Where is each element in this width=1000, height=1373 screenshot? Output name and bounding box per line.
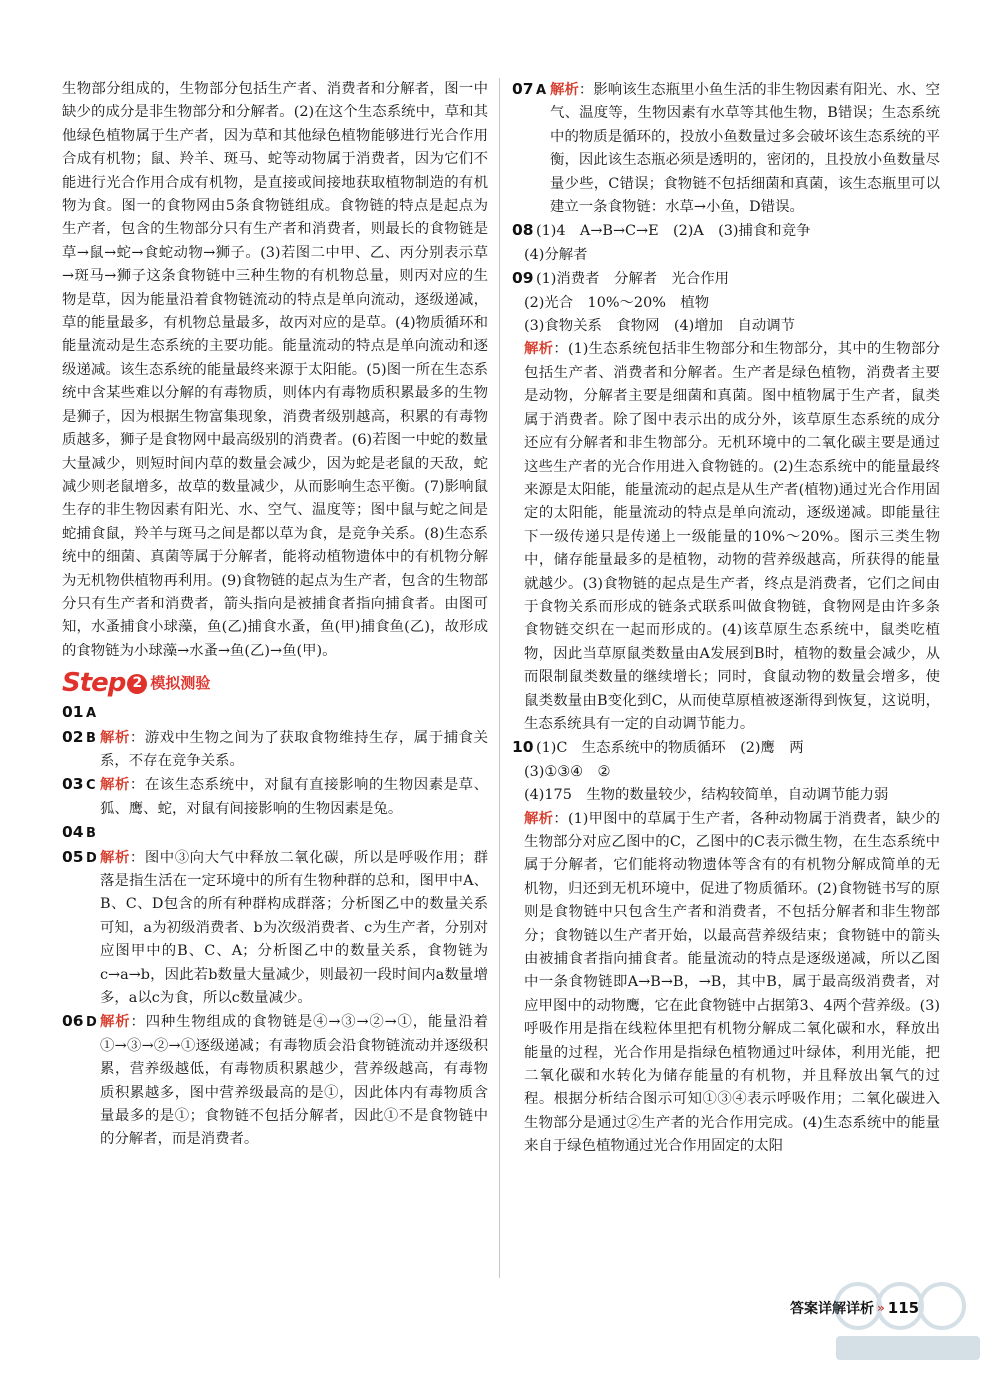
item-answer-line: (2)光合 10%～20% 植物 — [524, 294, 710, 311]
jiexi-label: 解析 — [100, 777, 130, 794]
item-explanation — [100, 774, 488, 821]
colon: ： — [578, 82, 594, 98]
colon: ： — [553, 810, 568, 827]
item-number: 02 — [62, 727, 84, 746]
explanation-text: 游戏中生物之间为了获取食物维持生存，属于捕食关系，不存在竞争关系。 — [100, 729, 488, 769]
double-chevron-icon: » — [877, 1301, 885, 1315]
step-word: Step — [62, 668, 126, 699]
item-explanation — [512, 808, 940, 1159]
answer-item-10 — [512, 736, 940, 760]
item-explanation — [512, 338, 940, 736]
item-explanation — [100, 1011, 488, 1151]
item-number: 07 — [512, 80, 534, 98]
colon: ： — [129, 849, 145, 866]
item-answer: C — [86, 778, 96, 794]
item-explanation — [100, 727, 488, 774]
item-answer: D — [86, 1015, 97, 1031]
item-number: 03 — [62, 775, 84, 794]
right-column — [512, 78, 940, 1159]
item-number: 04 — [62, 823, 84, 842]
answer-item-06 — [62, 1010, 488, 1151]
item-number: 08 — [512, 221, 534, 240]
item-number: 09 — [512, 269, 534, 288]
item-answer: D — [86, 850, 97, 866]
colon: ： — [130, 1014, 146, 1031]
item-answer-line: (4)175 生物的数量较少，结构较简单，自动调节能力弱 — [524, 787, 889, 804]
item-answer-line: (3)食物关系 食物网 (4)增加 自动调节 — [524, 318, 796, 335]
jiexi-label: 解析 — [524, 341, 554, 358]
q-continuation-text: 生物部分组成的，生物部分包括生产者、消费者和分解者，图一中缺少的成分是非生物部分和分解者。(2)在这个生态系统中，草和其他绿色植物属于生产者，因为草和其他绿色植物能够进行光合作用合成有机物；鼠、羚羊、斑马、蛇等动物属于消费者，因为它们不能进行光合作用合成有机物，是直接或间接地获取植物制造的有机物为食。图一的食物网由5条食物链组成。食物链的特点是起点为生产者，包含的生物部分只有生产者和消费者，则最长的食物链是草→鼠→蛇→食蛇动物→狮子。(3)若图二中甲、乙、丙分别表示草→斑马→狮子这条食物链中三种生物的有机物总量，则丙对应的生物是草，因为能量沿着食物链流动的特点是单向流动，逐级递减，草的能量最多，有机物总量最多，故丙对应的是草。(4)物质循环和能量流动是生态系统的主要功能。能量流动的特点是单向流动和逐级递减。该生态系统的能量最终来源于太阳能。(5)图一所在生态系统中含某些难以分解的有毒物质，则体内有毒物质积累最多的生物是狮子，因为根据生物富集现象，消费者级别越高，积累的有毒物质越多，狮子是食物网中最高级别的消费者。(6)若图一中蛇的数量大量减少，则短时间内草的数量会减少，因为蛇是老鼠的天敌，蛇减少则老鼠增多，故草的数量减少，从而影响生态平衡。(7)影响鼠生存的非生物因素有阳光、水、空气、温度等；图中鼠与蛇之间是蛇捕食鼠，羚羊与斑马之间是都以草为食，是竞争关系。(8)生态系统中的细菌、真菌等属于分解者，能将动植物遗体中的有机物分解为无机物供植物再利用。(9)食物链的起点为生产者，包含的生物部分只有生产者和消费者，箭头指向是被捕食者指向捕食者。由图可知，水蚤捕食小球藻，鱼(乙)捕食水蚤，鱼(甲)捕食鱼(乙)，故形成的食物链为小球藻→水蚤→鱼(乙)→鱼(甲)。 — [62, 81, 488, 659]
answer-item-07 — [512, 78, 940, 219]
colon: ： — [129, 777, 145, 794]
answer-item-02 — [62, 726, 488, 774]
footer-label: 答案详解详析 — [790, 1301, 874, 1317]
step-name: 模拟测验 — [150, 674, 211, 693]
answer-item-05 — [62, 846, 488, 1011]
item-number: 10 — [512, 738, 534, 757]
answer-item-03 — [62, 773, 488, 821]
item-answer-line: (4)分解者 — [524, 246, 588, 263]
jiexi-label: 解析 — [550, 82, 579, 98]
item-explanation — [550, 79, 940, 219]
answer-item-08 — [512, 219, 940, 243]
item-answer-line: (1)C 生态系统中的物质循环 (2)鹰 两 — [536, 740, 804, 757]
colon: ： — [129, 729, 145, 746]
answer-item-01 — [62, 701, 488, 725]
explanation-text: (1)生态系统包括非生物部分和生物部分，其中的生物部分包括生产者、消费者和分解者。生产者是绿色植物，消费者主要是动物，分解者主要是细菌和真菌。图中植物属于生产者，鼠类属于消费者。除了图中表示出的成分外，该草原生态系统的成分还应有分解者和非生物部分。无机环境中的二氧化碳主要是通过这些生产者的光合作用进入食物链的。(2)生态系统中的能量最终来源是太阳能，能量流动的起点是从生产者(植物)通过光合作用固定的太阳能，能量流动的特点是单向流动，逐级递减。即能量往下一级传递只是传递上一级能量的10%～20%。图示三类生物中，储存能量最多的是植物，动物的营养级越高，所获得的能量就越少。(3)食物链的起点是生产者，终点是消费者，它们之间由于食物关系而形成的链条式联系叫做食物链，食物网是由许多条食物链交织在一起而形成的。(4)该草原生态系统中，鼠类吃植物，因此当草原鼠类数量由A发展到B时，植物的数量会减少，从而限制鼠类数量的继续增长；同时，食鼠动物的数量会增多，使鼠类数量由B变化到C，从而使草原植被逐渐得到恢复，这说明，生态系统具有一定的自动调节能力。 — [524, 341, 940, 732]
step-number-badge: 2 — [127, 674, 147, 694]
explanation-text: 图中③向大气中释放二氧化碳，所以是呼吸作用；群落是指生活在一定环境中的所有生物种群的总和，图甲中A、B、C、D包含的所有种群构成群落；分析图乙中的数量关系可知，a为初级消费者、b为次级消费者、c为生产者，分别对应图甲中的B、C、A；分析图乙中的数量关系，食物链为c→a→b，因此若b数量大量减少，则最初一段时间内a数量增多，a以c为食，所以c数量减少。 — [100, 849, 488, 1007]
item-number: 06 — [62, 1012, 84, 1031]
left-column — [62, 78, 488, 1152]
watermark-logo — [828, 1276, 988, 1366]
answer-item-04 — [62, 821, 488, 845]
page-number: 115 — [887, 1299, 920, 1317]
explanation-text: 在该生态系统中，对鼠有直接影响的生物因素是草、狐、鹰、蛇，对鼠有间接影响的生物因素是兔。 — [100, 777, 488, 817]
column-divider — [499, 78, 500, 1278]
item-answer-line: (1)消费者 分解者 光合作用 — [536, 271, 730, 288]
explanation-text: 四种生物组成的食物链是④→③→②→①，能量沿着①→③→②→①逐级递减；有毒物质会沿食物链流动并逐级积累，营养级越低，有毒物质积累越少，营养级越高，有毒物质积累越多，图中营养级最高的是①，因此体内有毒物质含量最多的是①；食物链不包括分解者，因此①不是食物链中的分解者，而是消费者。 — [100, 1014, 488, 1148]
jiexi-label: 解析 — [100, 849, 130, 866]
item-number: 01 — [62, 703, 84, 722]
answer-item-09 — [512, 267, 940, 291]
colon: ： — [553, 341, 568, 358]
jiexi-label: 解析 — [524, 810, 554, 827]
item-answer-line: (3)①③④ ② — [524, 763, 611, 780]
item-answer: B — [86, 730, 96, 746]
item-explanation — [100, 847, 488, 1011]
jiexi-label: 解析 — [100, 729, 130, 746]
explanation-text: (1)甲图中的草属于生产者，各种动物属于消费者，缺少的生物部分对应乙图中的C，乙图中的C表示微生物，在生态系统中属于分解者，它们能将动物遗体等含有的有机物分解成简单的无机物，归还到无机环境中，促进了物质循环。(2)食物链书写的原则是食物链中只包含生产者和消费者，不包括分解者和非生物部分；食物链以生产者开始，以最高营养级结束；食物链中的箭头由被捕食者指向捕食者。能量流动的特点是逐级递减，所以乙图中一条食物链即A→B→B，→B，其中B，属于最高级消费者，对应甲图中的动物鹰，它在此食物链中占据第3、4两个营养级。(3)呼吸作用是指在线粒体里把有机物分解成二氧化碳和水，释放出能量的过程，光合作用是指绿色植物通过叶绿体，利用光能，把二氧化碳和水转化为储存能量的有机物，并且释放出氧气的过程。根据分析结合图示可知①③④表示呼吸作用；二氧化碳进入生物部分是通过②生产者的光合作用完成。(4)生态系统中的能量来自于绿色植物通过光合作用固定的太阳 — [524, 810, 940, 1155]
item-answer-line: (1)4 A→B→C→E (2)A (3)捕食和竞争 — [536, 223, 811, 240]
step-section-title — [62, 669, 488, 699]
jiexi-label: 解析 — [100, 1014, 131, 1031]
item-answer: A — [536, 83, 547, 98]
item-answer: A — [86, 706, 97, 722]
item-answer: B — [86, 826, 96, 842]
item-number: 05 — [62, 847, 84, 866]
explanation-text: 影响该生态瓶里小鱼生活的非生物因素有阳光、水、空气、温度等，生物因素有水草等其他生物，B错误；生态系统中的物质是循环的，投放小鱼数量过多会破坏该生态系统的平衡，因此该生态瓶必须是透明的，密闭的，且投放小鱼数量尽量少些，C错误；食物链不包括细菌和真菌，该生态瓶里可以建立一条食物链：水草→小鱼，D错误。 — [550, 82, 940, 216]
